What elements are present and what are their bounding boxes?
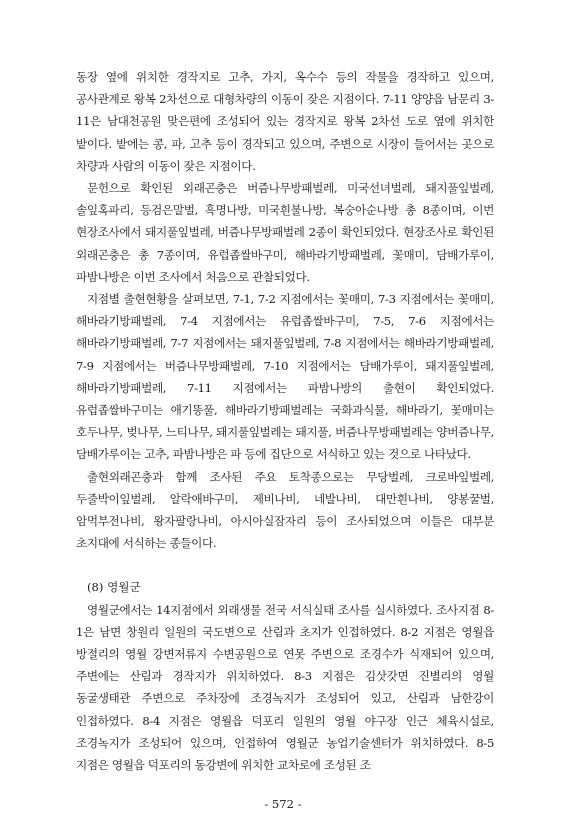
paragraph-yeongwol-sites: 영월군에서는 14지점에서 외래생물 전국 서식실태 조사를 실시하였다. 조사지점 8-1은 남면 창원리 일원의 국도변으로 산림과 초지가 인접하였다. 8-2 지점은 영월읍 방절리의 영월 강변저류지 수변공원으로 연못 주변으로 조경수가 식재되어 있으며, 주변에는 산림과 경작지가 위치하였다. 8-3 지점은 김삿갓면 진별리의 영월 동굴생태관 주변으로 주차장에 조경녹지가 조성되어 있고, 산림과 남한강이 인접하였다. 8-4 지점은 영월읍 덕포리 일원의 영월 야구장 인근 체육시설로, 조경녹지가 조성되어 있으며, 인접하여 영월군 농업기술센터가 위치하였다. 8-5 지점은 영월읍 덕포리의 동강변에 위치한 교차로에 조성된 조 xyxy=(76,602,494,773)
paragraph-native-species: 출현외래곤충과 함께 조사된 주요 토착종으로는 무당벌레, 크로바잎벌레, 두줄박이잎벌레, 알락애바구미, 제비나비, 네발나비, 대만흰나비, 양봉꿀벌, 암먹부전나비, 왕자팔랑나비, 아시아실잠자리 등이 조사되었으며 이들은 대부분 초지대에 서식하는 종들이다. xyxy=(76,469,494,551)
paragraph-literature-insects: 문헌으로 확인된 외래곤충은 버즘나무방패벌레, 미국선녀벌레, 돼지풀잎벌레, 솔잎혹파리, 등검은말벌, 흑명나방, 미국흰불나방, 복숭아순나방 총 8종이며, 이번 현장조사에서 돼지풀잎벌레, 버즘나무방패벌레 2종이 확인되었다. 현장조사로 확인된 외래곤충은 총 7종이며, 유럽좁쌀바구미, 해바라기방패벌레, 꽃매미, 담배가루이, 파밤나방은 이번 조사에서 처음으로 관찰되었다. xyxy=(76,181,494,284)
paragraph-continuation: 동장 옆에 위치한 경작지로 고추, 가지, 옥수수 등의 작물을 경작하고 있으며, 공사관계로 왕복 2차선으로 대형차량의 이동이 잦은 지점이다. 7-11 양양읍 남문리 3-11은 남대천공원 맞은편에 조성되어 있는 경작지로 왕복 2차선 도로 옆에 위치한 밭이다. 밭에는 콩, 파, 고추 등이 경작되고 있으며, 주변으로 시장이 들어서는 곳으로 차량과 사람의 이동이 잦은 지점이다. xyxy=(76,70,494,173)
page-number: - 572 - xyxy=(264,797,302,811)
section-heading: (8) 영월군 xyxy=(87,580,141,595)
section-spacer xyxy=(76,554,494,576)
paragraph-site-occurrence: 지점별 출현현황을 살펴보면, 7-1, 7-2 지점에서는 꽃매미, 7-3 지점에서는 꽃매미, 해바라기방패벌레, 7-4 지점에서는 유럽좁쌀바구미, 7-5, 7-6 지점에서는 해바라기방패벌레, 7-7 지점에서는 돼지풀잎벌레, 7-8 지점에서는 해바라기방패벌레, 7-9 지점에서는 버즘나무방패벌레, 7-10 지점에서는 담배가루이, 돼지풀잎벌레, 해바라기방패벌레, 7-11 지점에서는 파밤나방의 출현이 확인되었다. 유럽좁쌀바구미는 애기똥풀, 해바라기방패벌레는 국화과식물, 해바라기, 꽃매미는 호두나무, 벚나무, 느티나무, 돼지풀잎벌레는 돼지풀, 버즘나무방패벌레는 양버즘나무, 담배가루이는 고추, 파밤나방은 파 등에 집단으로 서식하고 있는 것으로 나타났다. xyxy=(76,292,494,462)
document-body xyxy=(76,66,494,776)
